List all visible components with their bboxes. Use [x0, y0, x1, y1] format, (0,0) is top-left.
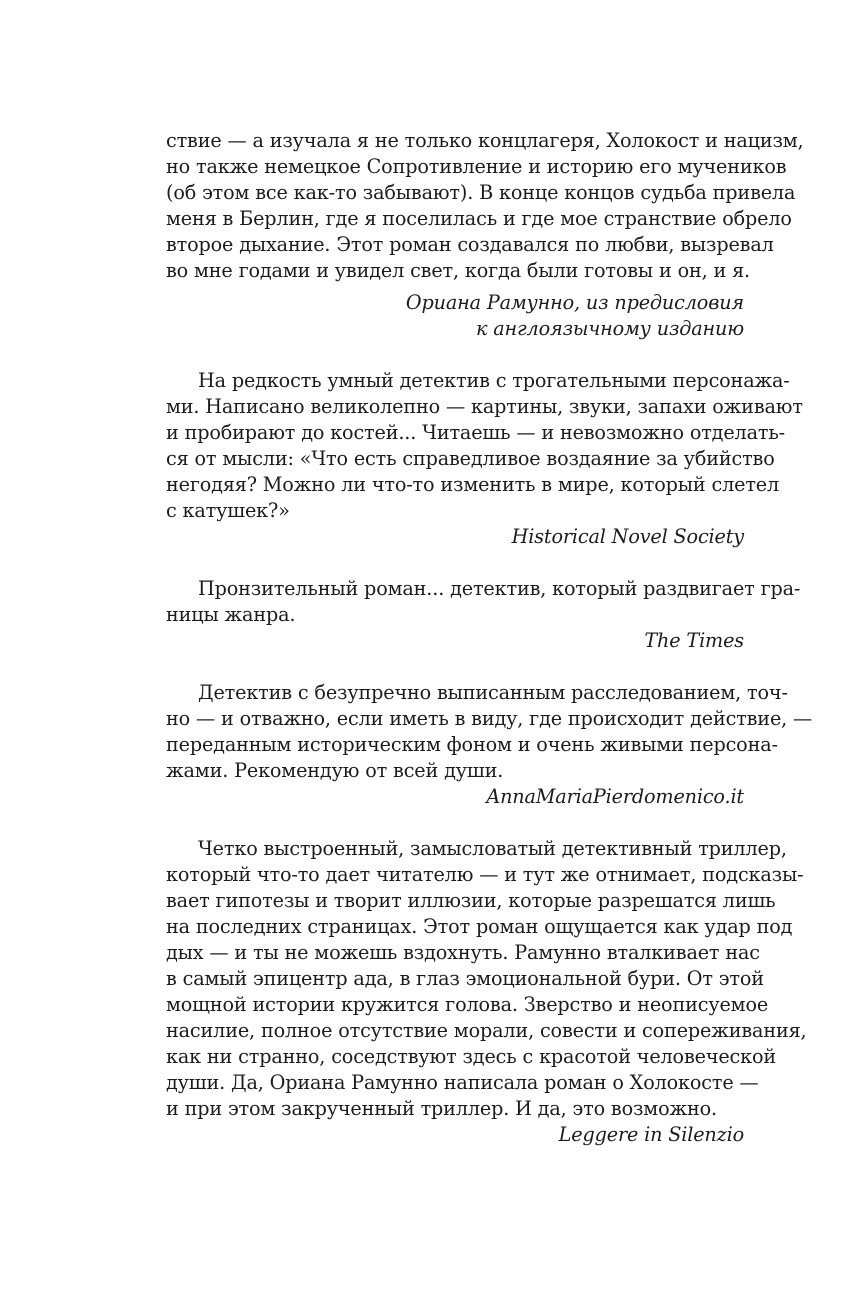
text-line: который что-то дает читателю — и тут же отнимает, подсказы-	[166, 863, 804, 886]
text-line: На редкость умный детектив с трогательными персонажа-	[198, 369, 790, 392]
text-line: вает гипотезы и творит иллюзии, которые разрешатся лишь	[166, 889, 776, 912]
text-line: меня в Берлин, где я поселилась и где мое странствие обрело	[166, 207, 792, 230]
text-line: Четко выстроенный, замысловатый детективный триллер,	[198, 837, 787, 860]
text-line: мощной истории кружится голова. Зверство и неописуемое	[166, 993, 769, 1016]
text-line: и при этом закрученный триллер. И да, это возможно.	[166, 1097, 717, 1120]
text-line: ствие — а изучала я не только концлагеря, Холокост и нацизм,	[166, 129, 804, 152]
text-line: с катушек?»	[166, 499, 290, 522]
text-line: жами. Рекомендую от всей души.	[166, 759, 504, 782]
review-source: AnnaMariaPierdomenico.it	[486, 785, 744, 808]
text-line: дых — и ты не можешь вздохнуть. Рамунно вталкивает нас	[166, 941, 760, 964]
review-quote	[166, 680, 813, 810]
text-line: но — и отважно, если иметь в виду, где происходит действие, —	[166, 707, 813, 730]
text-line: во мне годами и увидел свет, когда были готовы и он, и я.	[166, 259, 750, 282]
text-line: переданным историческим фоном и очень живыми персона-	[166, 733, 778, 756]
intro-excerpt	[166, 128, 804, 342]
text-line: Детектив с безупречно выписанным расследованием, точ-	[198, 681, 788, 704]
text-line: ся от мысли: «Что есть справедливое воздаяние за убийство	[166, 447, 775, 470]
book-page	[166, 128, 813, 1148]
text-line: ми. Написано великолепно — картины, звуки, запахи оживают	[166, 395, 803, 418]
text-line: (об этом все как-то забывают). В конце концов судьба привела	[166, 181, 796, 204]
intro-attribution: Ориана Рамунно, из предисловия	[405, 291, 744, 314]
review-source: Leggere in Silenzio	[558, 1123, 744, 1146]
text-line: в самый эпицентр ада, в глаз эмоциональной бури. От этой	[166, 967, 764, 990]
text-line: и пробирают до костей... Читаешь — и невозможно отделать-	[166, 421, 785, 444]
text-line: но также немецкое Сопротивление и историю его мучеников	[166, 155, 787, 178]
review-quote	[166, 368, 803, 550]
review-quote	[166, 576, 801, 654]
review-source: Historical Novel Society	[511, 525, 744, 548]
text-line: души. Да, Ориана Рамунно написала роман о Холокосте —	[166, 1071, 759, 1094]
text-line: ницы жанра.	[166, 603, 296, 626]
review-quote	[166, 836, 807, 1148]
text-line: на последних страницах. Этот роман ощущается как удар под	[166, 915, 793, 938]
text-line: Пронзительный роман... детектив, который раздвигает гра-	[198, 577, 801, 600]
text-line: второе дыхание. Этот роман создавался по любви, вызревал	[166, 233, 774, 256]
review-source: The Times	[644, 629, 744, 652]
text-line: насилие, полное отсутствие морали, совести и сопереживания,	[166, 1019, 807, 1042]
intro-attribution: к англоязычному изданию	[475, 317, 744, 340]
text-line: как ни странно, соседствуют здесь с красотой человеческой	[166, 1045, 777, 1068]
text-line: негодяя? Можно ли что-то изменить в мире, который слетел	[166, 473, 780, 496]
